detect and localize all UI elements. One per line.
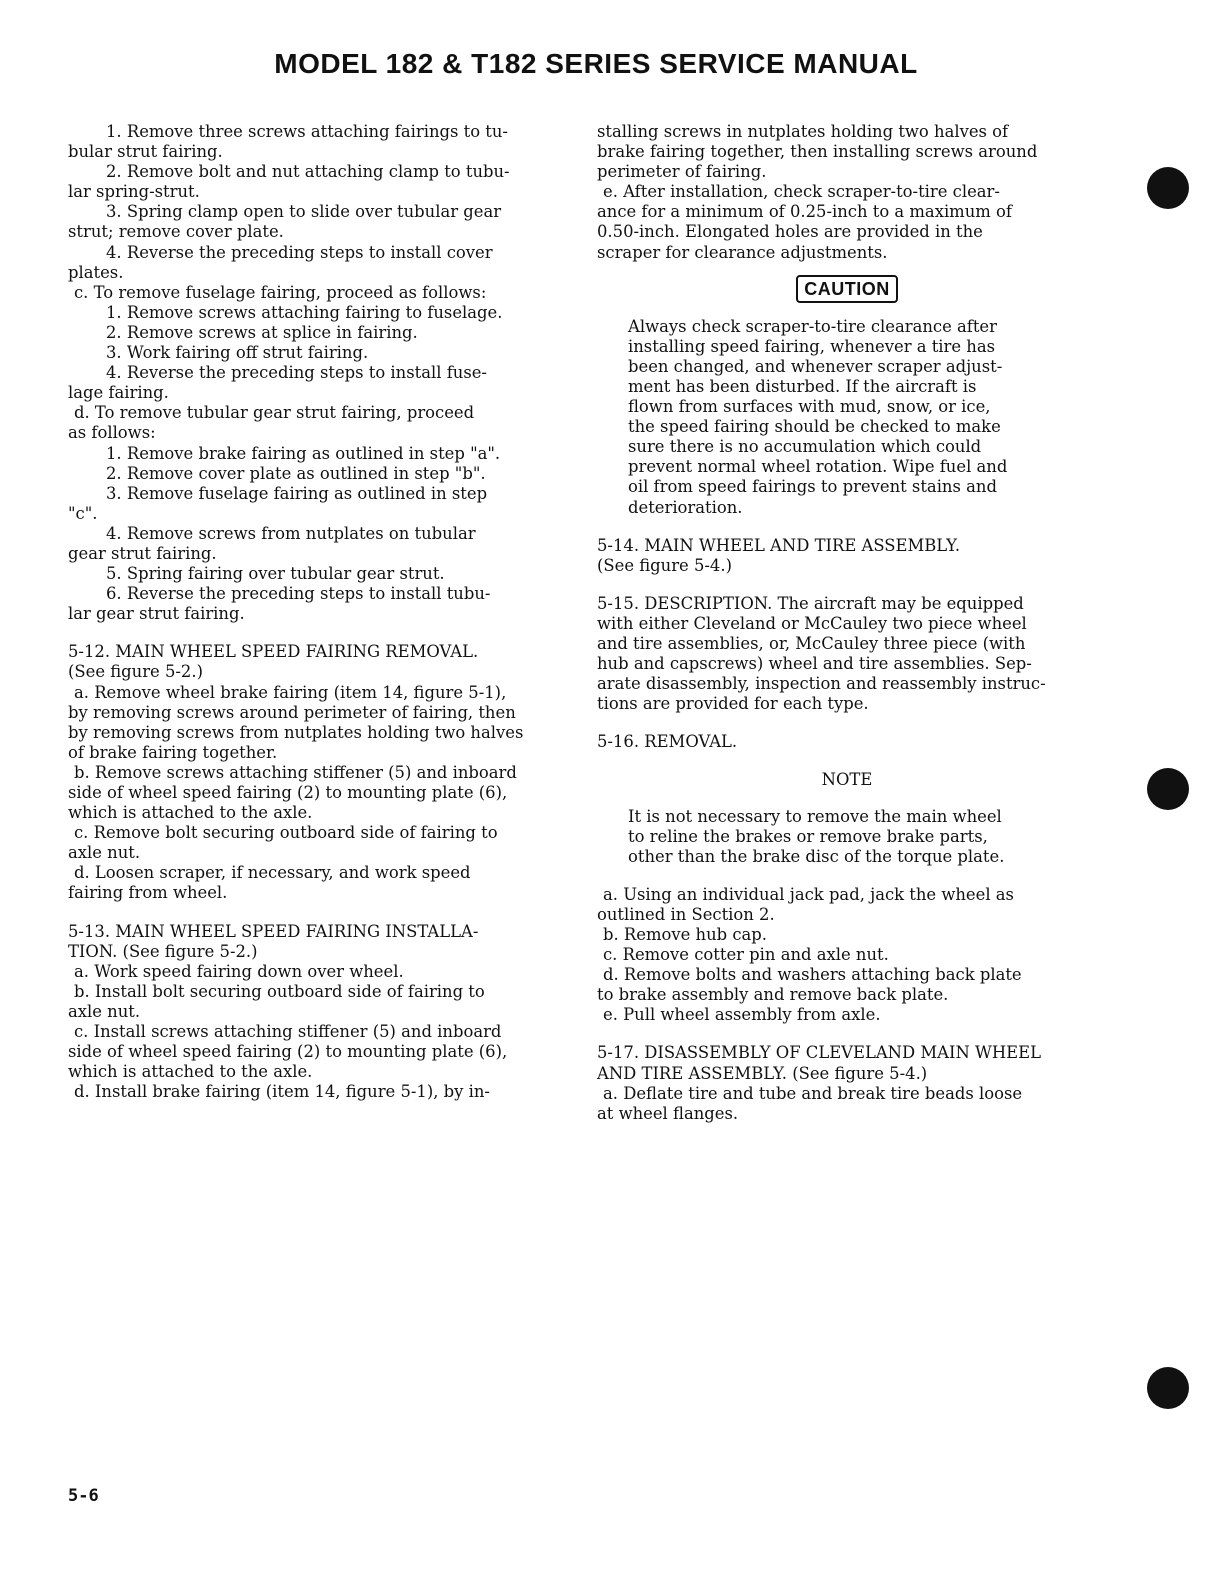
text-line: bular strut fairing. bbox=[68, 142, 223, 162]
text-line: 1. Remove brake fairing as outlined in step "a". bbox=[106, 443, 501, 463]
text-line: 6. Reverse the preceding steps to install tubu- bbox=[106, 584, 491, 604]
caution-label-wrap bbox=[597, 275, 1097, 303]
text-line: fairing from wheel. bbox=[68, 883, 228, 903]
text-line: TION. (See figure 5-2.) bbox=[68, 941, 258, 961]
caution-line: oil from speed fairings to prevent stains and bbox=[628, 477, 997, 497]
text-line: strut; remove cover plate. bbox=[68, 222, 284, 242]
text-line: c. Remove bolt securing outboard side of fairing to bbox=[74, 823, 498, 843]
text-line: side of wheel speed fairing (2) to mounting plate (6), bbox=[68, 783, 508, 802]
text-line: 2. Remove screws at splice in fairing. bbox=[106, 322, 418, 342]
text-line: outlined in Section 2. bbox=[597, 904, 775, 924]
text-line: d. Install brake fairing (item 14, figure 5-1), by in- bbox=[74, 1082, 490, 1102]
text-line: 1. Remove screws attaching fairing to fuselage. bbox=[106, 302, 503, 322]
section-heading: 5-17. DISASSEMBLY OF CLEVELAND MAIN WHEEL bbox=[597, 1043, 1041, 1063]
text-line: to brake assembly and remove back plate. bbox=[597, 985, 949, 1005]
right-column bbox=[597, 122, 1097, 1124]
text-line: c. Remove cotter pin and axle nut. bbox=[603, 945, 889, 965]
text-line: hub and capscrews) wheel and tire assemblies. Sep- bbox=[597, 654, 1032, 674]
caution-line: ment has been disturbed. If the aircraft is bbox=[628, 376, 977, 396]
text-line: 4. Remove screws from nutplates on tubular bbox=[106, 523, 476, 543]
text-line: e. After installation, check scraper-to-tire clear- bbox=[603, 182, 1000, 202]
text-line: of brake fairing together. bbox=[68, 742, 278, 762]
text-line: brake fairing together, then installing screws around bbox=[597, 142, 1038, 162]
text-line: d. Remove bolts and washers attaching back plate bbox=[603, 965, 1022, 985]
text-line: d. Loosen scraper, if necessary, and work speed bbox=[74, 863, 471, 883]
text-line: d. To remove tubular gear strut fairing, proceed bbox=[74, 403, 475, 423]
binder-hole-top bbox=[1147, 167, 1189, 209]
text-line: 2. Remove cover plate as outlined in step "b". bbox=[106, 463, 486, 483]
text-line: stalling screws in nutplates holding two halves of bbox=[597, 122, 1009, 141]
caution-line: the speed fairing should be checked to make bbox=[628, 417, 1001, 437]
caution-line: been changed, and whenever scraper adjust- bbox=[628, 356, 1003, 376]
text-line: which is attached to the axle. bbox=[68, 803, 313, 823]
text-line: (See figure 5-4.) bbox=[597, 555, 732, 575]
text-line: (See figure 5-2.) bbox=[68, 662, 203, 682]
text-line: 5. Spring fairing over tubular gear strut. bbox=[106, 564, 445, 584]
text-line: c. Install screws attaching stiffener (5) and inboard bbox=[74, 1022, 502, 1042]
text-line: scraper for clearance adjustments. bbox=[597, 242, 888, 262]
text-line: AND TIRE ASSEMBLY. (See figure 5-4.) bbox=[597, 1063, 928, 1083]
text-line: ance for a minimum of 0.25-inch to a maximum of bbox=[597, 202, 1012, 222]
text-line: as follows: bbox=[68, 423, 156, 443]
text-line: a. Remove wheel brake fairing (item 14, figure 5-1), bbox=[74, 682, 507, 702]
text-line: lar spring-strut. bbox=[68, 182, 200, 202]
caution-label: CAUTION bbox=[796, 275, 898, 303]
text-line: a. Work speed fairing down over wheel. bbox=[74, 961, 404, 981]
text-line: axle nut. bbox=[68, 1001, 141, 1021]
note-label: NOTE bbox=[821, 770, 873, 790]
caution-line: deterioration. bbox=[628, 497, 743, 517]
note-line: It is not necessary to remove the main wheel bbox=[628, 806, 1002, 826]
text-line: by removing screws around perimeter of fairing, then bbox=[68, 702, 516, 722]
text-line: 0.50-inch. Elongated holes are provided in the bbox=[597, 222, 983, 242]
caution-line: sure there is no accumulation which could bbox=[628, 437, 982, 457]
text-line: 3. Work fairing off strut fairing. bbox=[106, 343, 369, 363]
section-heading: 5-12. MAIN WHEEL SPEED FAIRING REMOVAL. bbox=[68, 642, 479, 662]
section-heading: 5-16. REMOVAL. bbox=[597, 732, 738, 752]
text-line: arate disassembly, inspection and reassembly instruc- bbox=[597, 674, 1046, 694]
text-line: gear strut fairing. bbox=[68, 543, 217, 563]
page-number: 5-6 bbox=[68, 1486, 99, 1506]
text-line: with either Cleveland or McCauley two piece wheel bbox=[597, 613, 1027, 633]
text-line: 4. Reverse the preceding steps to install cover bbox=[106, 242, 493, 262]
section-heading: 5-13. MAIN WHEEL SPEED FAIRING INSTALLA- bbox=[68, 921, 479, 941]
text-line: a. Deflate tire and tube and break tire beads loose bbox=[603, 1083, 1023, 1103]
text-line: at wheel flanges. bbox=[597, 1103, 739, 1123]
caution-line: Always check scraper-to-tire clearance after bbox=[628, 316, 997, 336]
text-line: a. Using an individual jack pad, jack the wheel as bbox=[603, 884, 1014, 904]
text-line: c. To remove fuselage fairing, proceed as follows: bbox=[74, 282, 487, 302]
binder-hole-bottom bbox=[1147, 1367, 1189, 1409]
caution-line: prevent normal wheel rotation. Wipe fuel and bbox=[628, 457, 1008, 477]
section-heading: 5-15. DESCRIPTION. The aircraft may be equipped bbox=[597, 593, 1024, 613]
text-line: 3. Spring clamp open to slide over tubular gear bbox=[106, 202, 502, 222]
text-line: lage fairing. bbox=[68, 383, 169, 403]
caution-line: flown from surfaces with mud, snow, or ice, bbox=[628, 397, 991, 417]
text-line: by removing screws from nutplates holding two halves bbox=[68, 722, 524, 742]
section-heading: 5-14. MAIN WHEEL AND TIRE ASSEMBLY. bbox=[597, 535, 961, 555]
text-line: b. Remove hub cap. bbox=[603, 925, 768, 944]
text-line: e. Pull wheel assembly from axle. bbox=[603, 1005, 881, 1025]
text-line: tions are provided for each type. bbox=[597, 694, 869, 714]
left-column bbox=[68, 122, 568, 1102]
text-line: 3. Remove fuselage fairing as outlined in step bbox=[106, 483, 488, 503]
text-line: which is attached to the axle. bbox=[68, 1062, 313, 1082]
text-line: b. Remove screws attaching stiffener (5) and inboard bbox=[74, 762, 517, 782]
text-line: b. Install bolt securing outboard side of fairing to bbox=[74, 981, 485, 1001]
text-line: 1. Remove three screws attaching fairings to tu- bbox=[106, 122, 508, 141]
page-title: MODEL 182 & T182 SERIES SERVICE MANUAL bbox=[274, 48, 918, 79]
text-line: "c". bbox=[68, 503, 98, 523]
text-line: plates. bbox=[68, 262, 124, 282]
text-line: side of wheel speed fairing (2) to mounting plate (6), bbox=[68, 1042, 508, 1062]
text-line: lar gear strut fairing. bbox=[68, 604, 245, 624]
caution-box bbox=[597, 317, 1097, 518]
text-line: 2. Remove bolt and nut attaching clamp to tubu- bbox=[106, 162, 510, 182]
text-line: perimeter of fairing. bbox=[597, 162, 767, 182]
text-line: axle nut. bbox=[68, 843, 141, 863]
note-line: other than the brake disc of the torque plate. bbox=[628, 846, 1005, 866]
note-line: to reline the brakes or remove brake parts, bbox=[628, 826, 988, 846]
binder-hole-middle bbox=[1147, 768, 1189, 810]
text-line: 4. Reverse the preceding steps to install fuse- bbox=[106, 363, 487, 383]
text-line: and tire assemblies, or, McCauley three piece (with bbox=[597, 633, 1026, 653]
caution-line: installing speed fairing, whenever a tire has bbox=[628, 336, 996, 356]
